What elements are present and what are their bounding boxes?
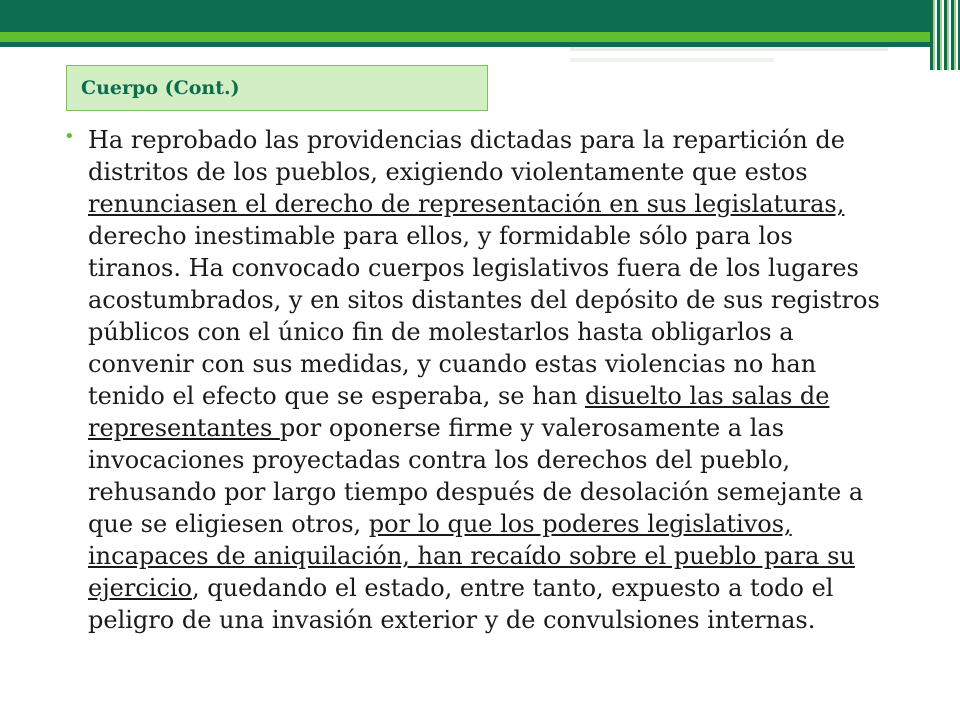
- text-segment: , quedando el estado, entre tanto, expuesto a todo el peligro de una invasión exterior y de convulsiones internas.: [88, 574, 834, 634]
- underlined-segment: por lo que los poderes legislativos, incapaces de aniquilación, han recaído sobre el pueblo para su ejercicio: [88, 510, 855, 602]
- text-segment: por oponerse firme y valerosamente a las invocaciones proyectadas contra los derechos del pueblo, rehusando por largo tiempo después de desolación semejante a que se eligiesen otros,: [88, 414, 864, 538]
- text-segment: derecho inestimable para ellos, y formidable sólo para los tiranos. Ha convocado cuerpos legislativos fuera de los lugares acostumbrados, y en sitos distantes del depósito de sus registros públicos con el único fin de molestarlos hasta obligarlos a convenir con sus medidas, y cuando estas violencias no han tenido el efecto que se esperaba, se han: [88, 222, 880, 410]
- decorative-line: [570, 47, 888, 51]
- header-band: [0, 0, 930, 32]
- underlined-segment: disuelto las salas de representantes: [88, 382, 830, 442]
- decorative-line: [570, 58, 774, 62]
- body-paragraph: [64, 124, 884, 636]
- corner-decoration: [930, 0, 960, 70]
- text-segment: Ha reprobado las providencias dictadas para la repartición de distritos de los pueblos, exigiendo violentamente que estos: [88, 126, 845, 186]
- header-accent-stripe: [0, 32, 930, 42]
- underlined-segment: renunciasen el derecho de representación en sus legislaturas,: [88, 190, 845, 218]
- slide-title: Cuerpo (Cont.): [81, 77, 240, 99]
- slide-title-box: [66, 65, 488, 111]
- bullet-marker: •: [64, 126, 75, 147]
- slide-content: [64, 124, 884, 636]
